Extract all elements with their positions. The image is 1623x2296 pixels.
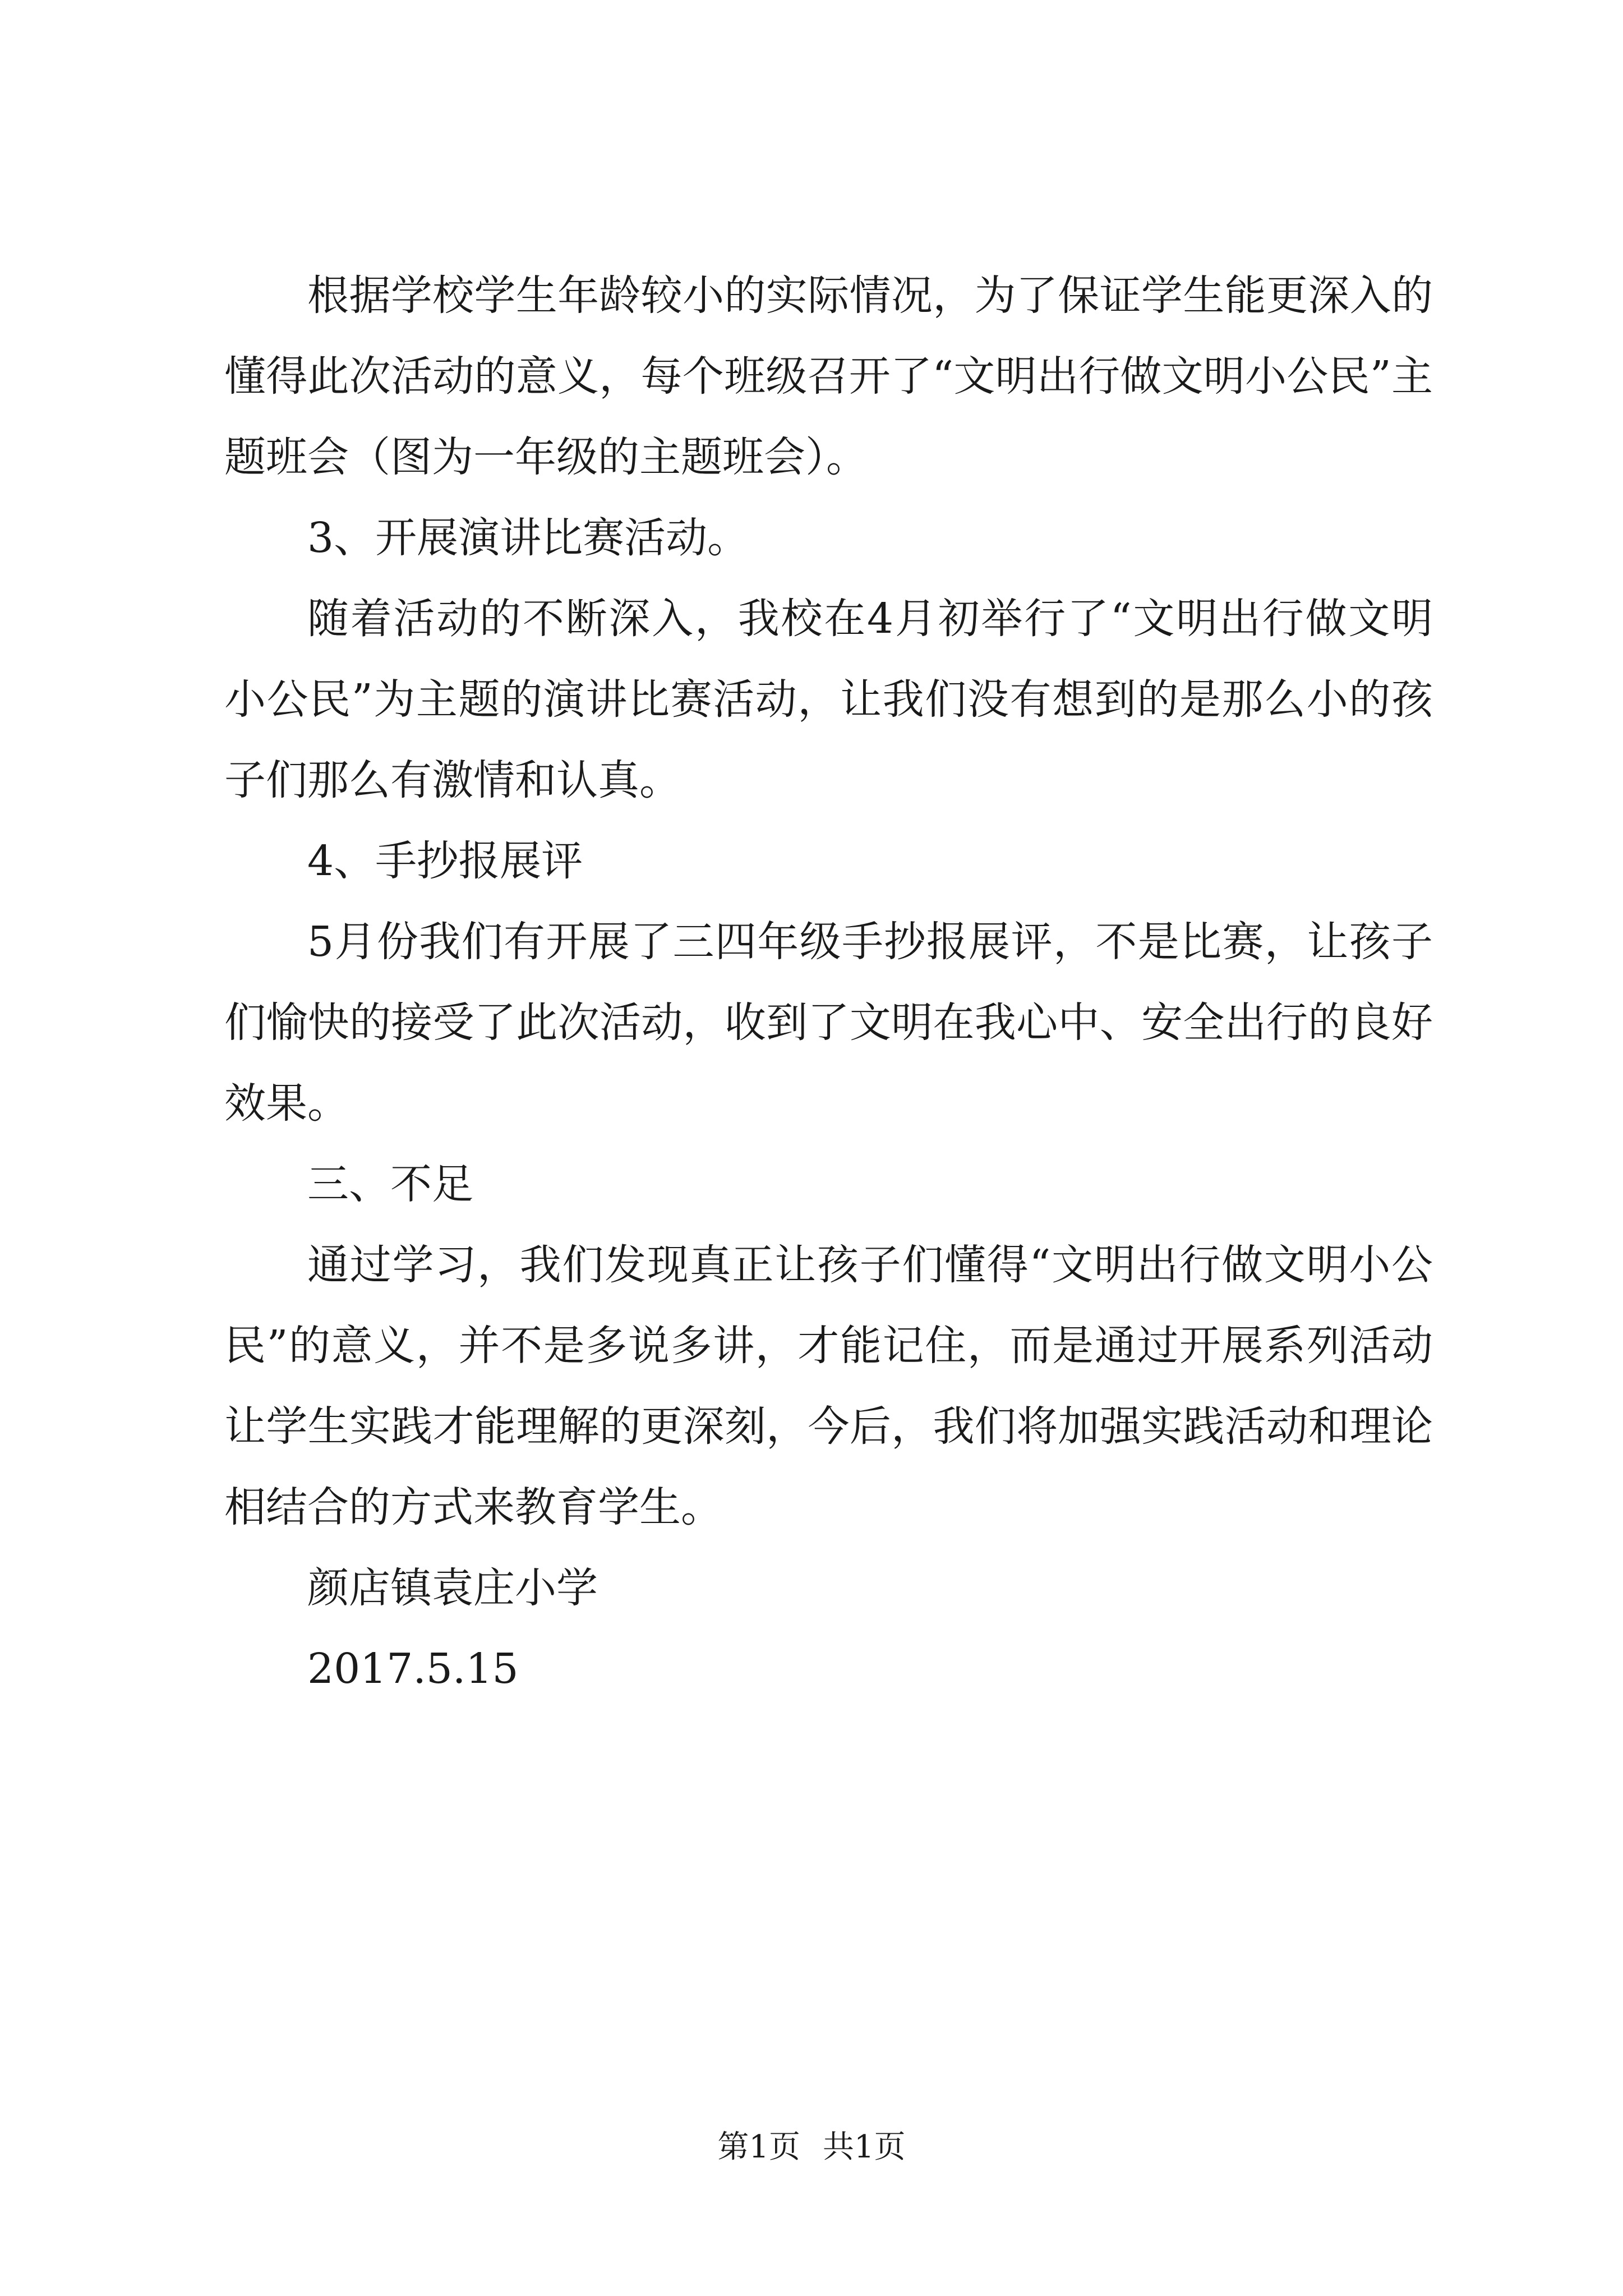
paragraph-class-meeting: 根据学校学生年龄较小的实际情况，为了保证学生能更深入的懂得此次活动的意义，每个班级召开了“文明出行做文明小公民”主题班会（图为一年级的主题班会）。 bbox=[224, 272, 1433, 481]
page-total: 共1页 bbox=[823, 2129, 906, 2165]
paragraph-shortcomings: 通过学习，我们发现真正让孩子们懂得“文明出行做文明小公民”的意义，并不是多说多讲，才能记住，而是通过开展系列活动让学生实践才能理解的更深刻，今后，我们将加强实践活动和理论相结合的方式来教育学生。 bbox=[224, 1241, 1433, 1531]
signature-school: 颜店镇袁庄小学 bbox=[307, 1564, 598, 1612]
paragraph-handwritten-newspaper: 5月份我们有开展了三四年级手抄报展评，不是比赛，让孩子们愉快的接受了此次活动，收到了文明在我心中、安全出行的良好效果。 bbox=[224, 918, 1433, 1128]
page-footer bbox=[0, 2125, 1623, 2170]
document-body bbox=[224, 255, 1433, 1709]
page-number: 第1页 bbox=[717, 2129, 800, 2165]
heading-handwritten-newspaper: 4、手抄报展评 bbox=[307, 837, 583, 885]
signature-date: 2017.5.15 bbox=[307, 1645, 519, 1693]
heading-speech-contest: 3、开展演讲比赛活动。 bbox=[307, 514, 749, 562]
paragraph-speech-contest: 随着活动的不断深入，我校在4月初举行了“文明出行做文明小公民”为主题的演讲比赛活动，让我们没有想到的是那么小的孩子们那么有激情和认真。 bbox=[224, 595, 1433, 804]
heading-shortcomings: 三、不足 bbox=[307, 1160, 473, 1208]
